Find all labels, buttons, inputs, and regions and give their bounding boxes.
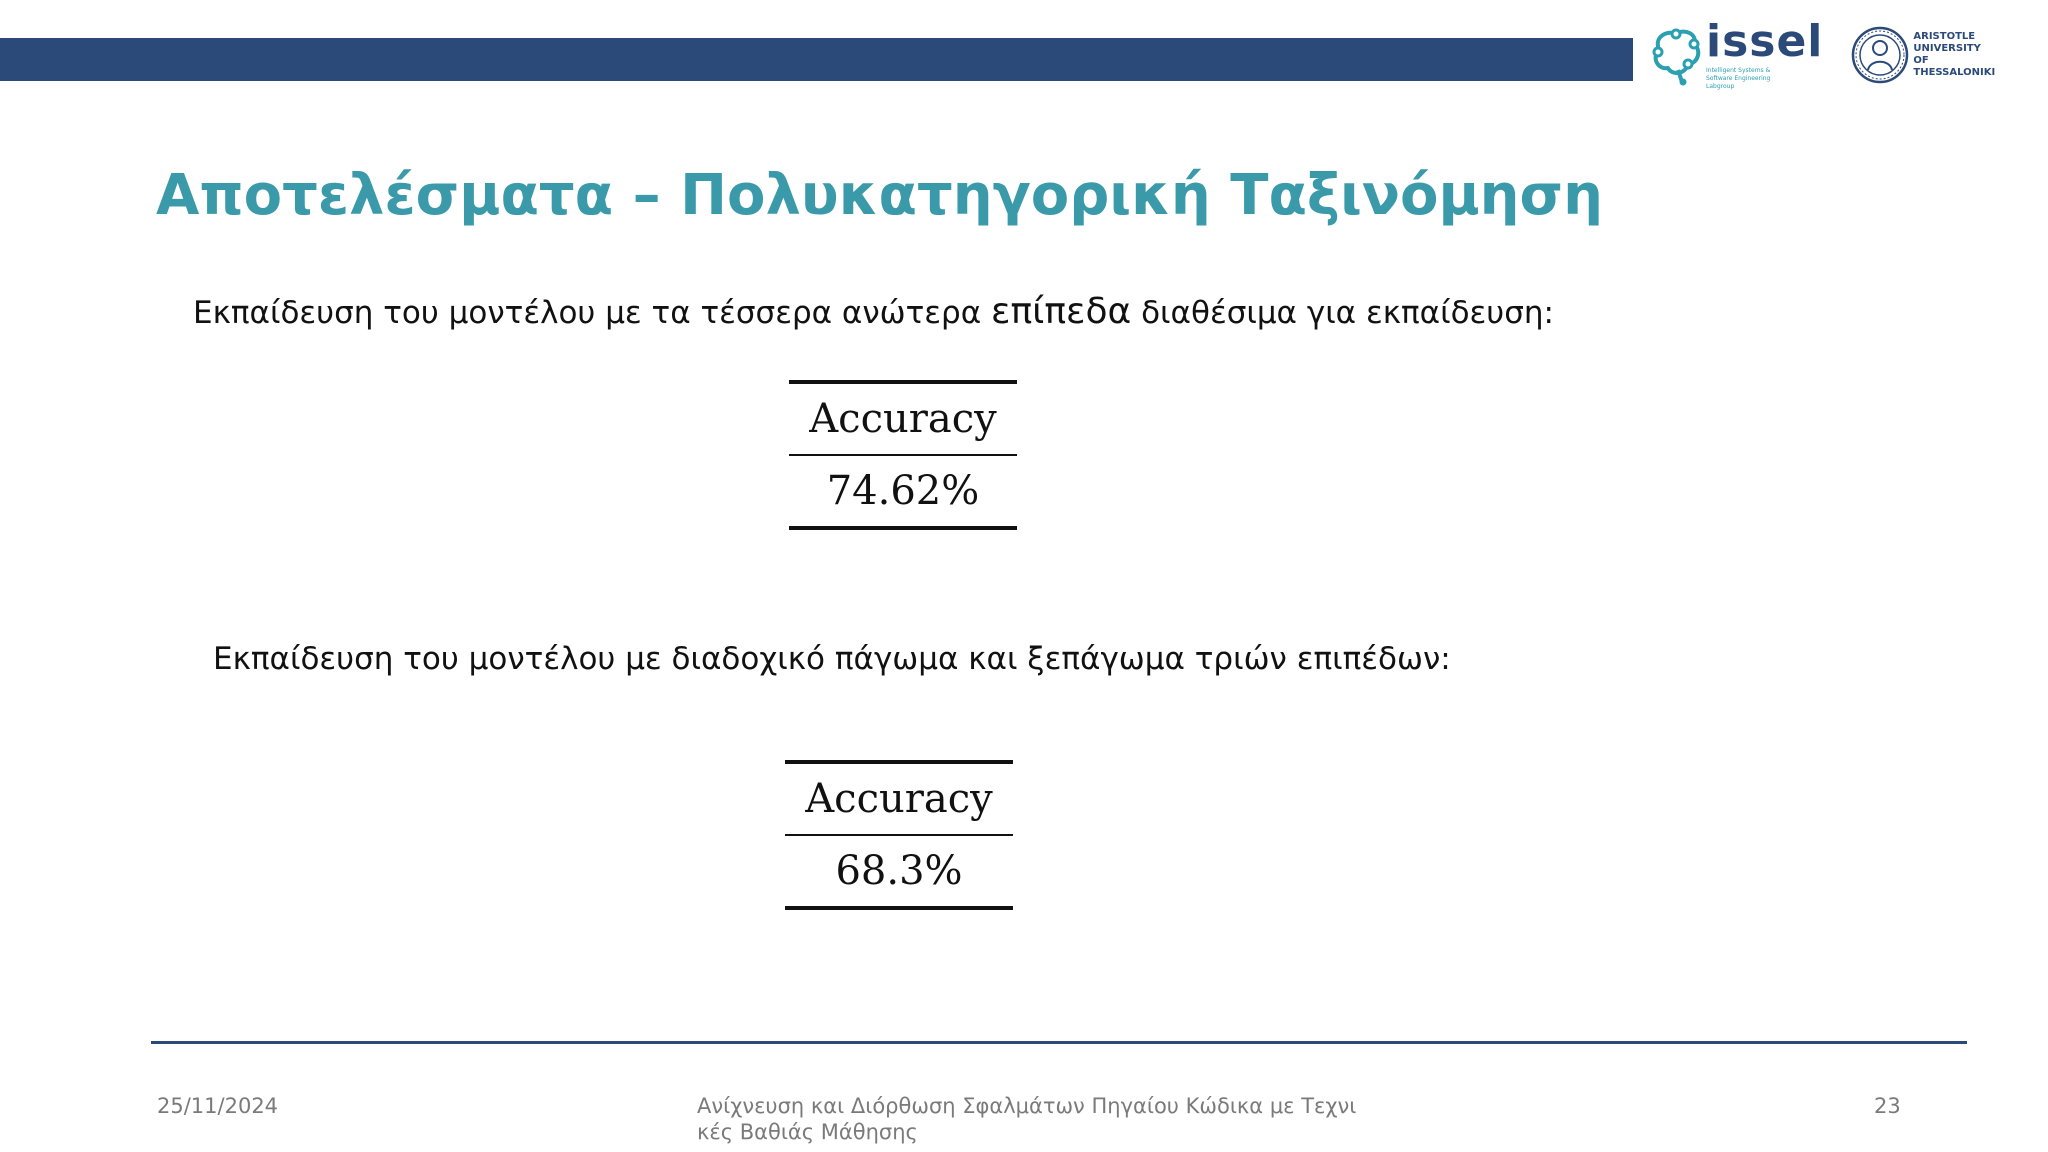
footer-title-line1: Ανίχνευση και Διόρθωση Σφαλμάτων Πηγαίου Κώδικα με Τεχνι bbox=[697, 1094, 1357, 1118]
footer-date: 25/11/2024 bbox=[157, 1094, 279, 1118]
table-bottom-rule bbox=[789, 526, 1017, 530]
university-name-line2: UNIVERSITY OF bbox=[1913, 43, 1981, 66]
table-value-cell: 68.3% bbox=[835, 848, 963, 894]
slide-title: Αποτελέσματα – Πολυκατηγορική Ταξινόμηση bbox=[156, 163, 1604, 228]
university-name-line3: THESSALONIKI bbox=[1913, 67, 1996, 78]
section1-text bbox=[193, 290, 1554, 335]
header-logos bbox=[1648, 15, 1996, 94]
university-name-line1: ARISTOTLE bbox=[1913, 31, 1976, 42]
section1-text-after: διαθέσιμα για εκπαίδευση: bbox=[1131, 295, 1554, 331]
table-bottom-rule bbox=[785, 906, 1013, 910]
university-seal-icon bbox=[1851, 26, 1909, 84]
issel-network-icon bbox=[1648, 24, 1704, 86]
footer-presentation-title bbox=[697, 1093, 1377, 1145]
section1-text-before: Εκπαίδευση του μοντέλου με τα τέσσερα ανώτερα bbox=[193, 295, 992, 331]
auth-logo bbox=[1851, 26, 1996, 84]
footer-divider bbox=[151, 1041, 1967, 1044]
table-header-cell: Accuracy bbox=[805, 776, 993, 822]
table-value-cell: 74.62% bbox=[826, 468, 980, 514]
accuracy-table-1 bbox=[789, 380, 1017, 530]
table-header-cell: Accuracy bbox=[809, 396, 997, 442]
issel-tagline: Intelligent Systems & Software Engineering Labgroup bbox=[1706, 66, 1771, 90]
issel-logo bbox=[1648, 16, 1823, 94]
section2-text: Εκπαίδευση του μοντέλου με διαδοχικό πάγωμα και ξεπάγωμα τριών επιπέδων: bbox=[213, 641, 1451, 677]
issel-wordmark: issel bbox=[1706, 15, 1824, 67]
footer-title-line2: κές Βαθιάς Μάθησης bbox=[697, 1120, 918, 1144]
header-bar bbox=[0, 38, 1633, 81]
section1-text-emphasis: επίπεδα bbox=[991, 291, 1132, 332]
footer-page-number: 23 bbox=[1874, 1094, 1901, 1118]
accuracy-table-2 bbox=[785, 760, 1013, 910]
